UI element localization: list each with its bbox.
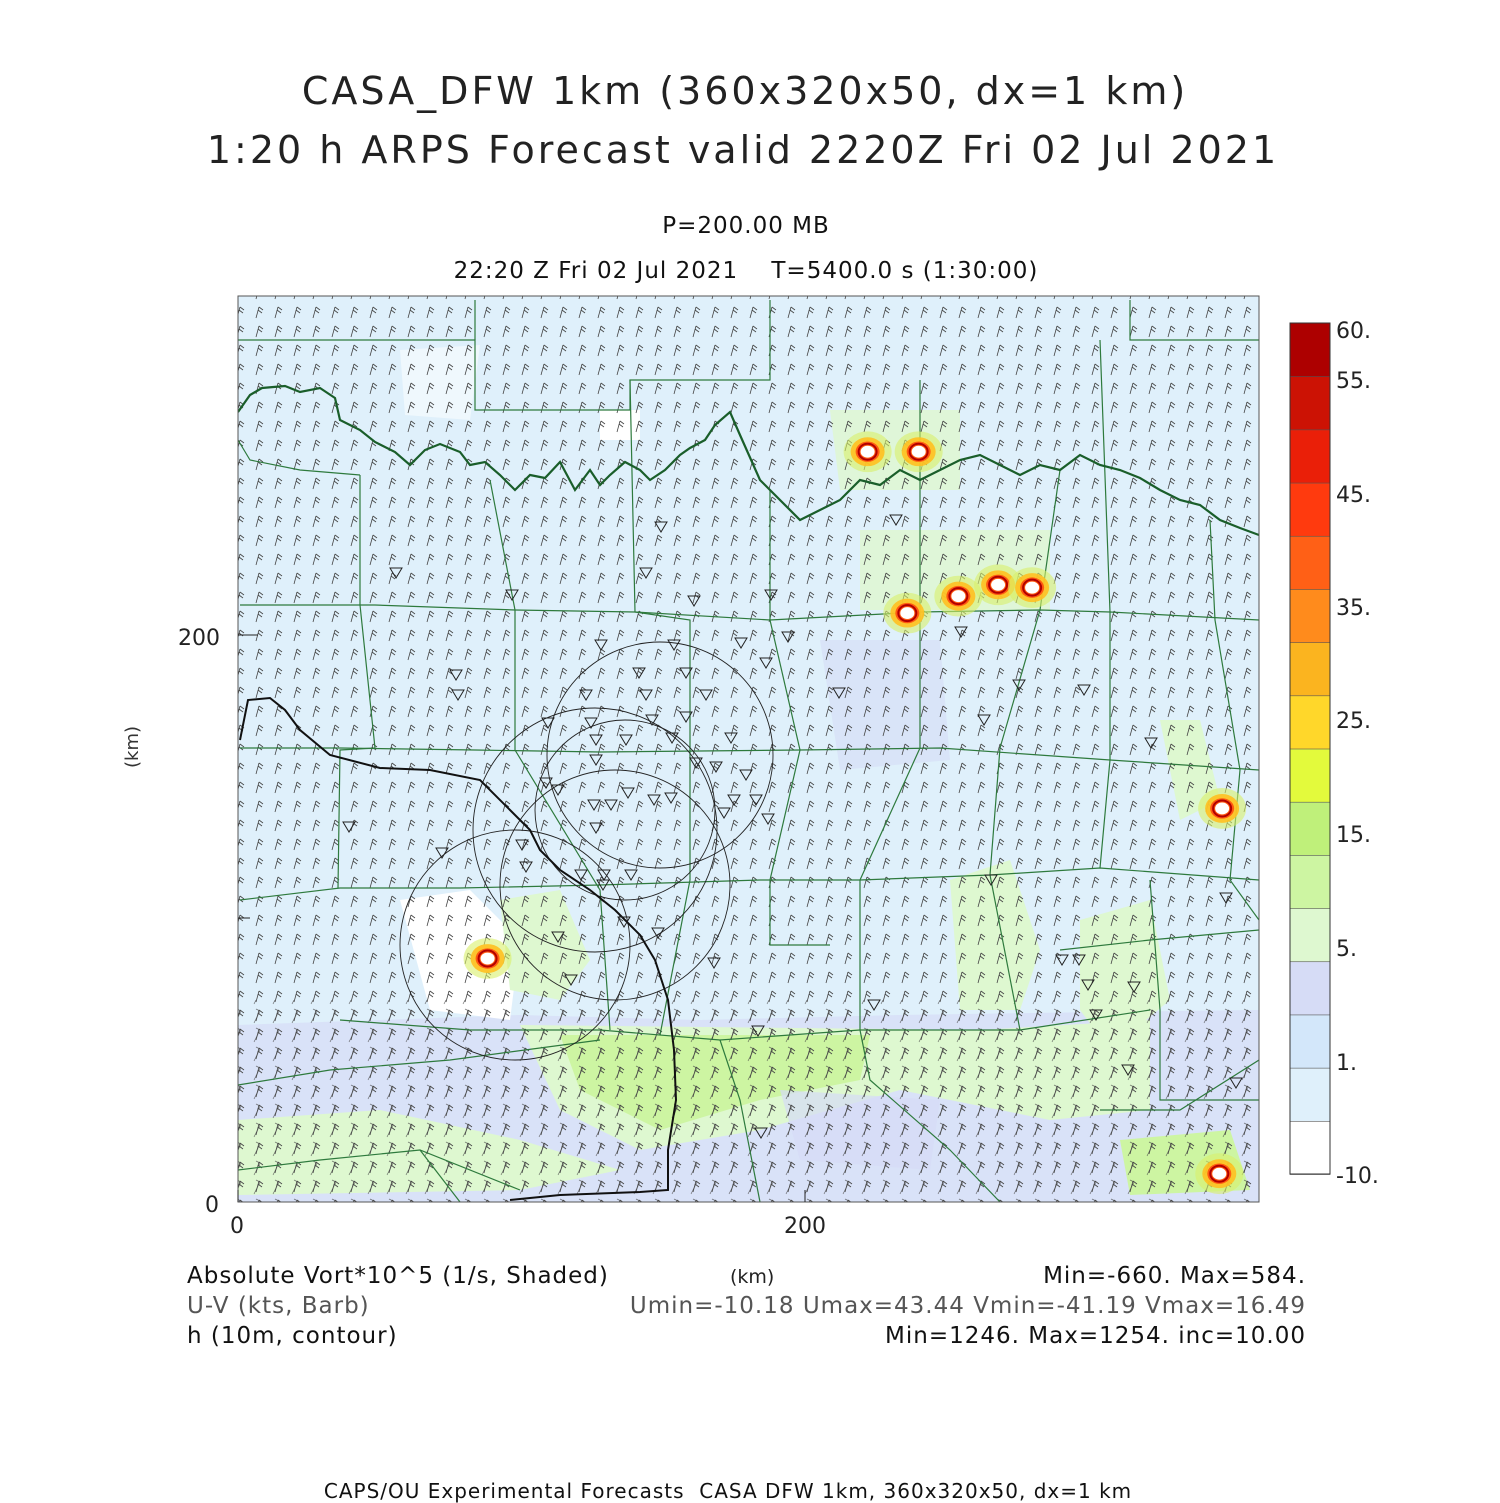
x-axis-label: (km) bbox=[730, 1266, 775, 1288]
field1-stats: Min=-660. Max=584. bbox=[1043, 1263, 1306, 1289]
colorbar-box bbox=[1290, 1121, 1330, 1175]
plot-area bbox=[238, 296, 1259, 1202]
y-tick-0: 0 bbox=[205, 1193, 219, 1218]
colorbar-box bbox=[1290, 429, 1330, 483]
cbar-label-minus10: -10. bbox=[1336, 1164, 1379, 1189]
vorticity-cell bbox=[464, 938, 512, 979]
colorbar-box bbox=[1290, 749, 1330, 803]
cbar-label-60: 60. bbox=[1336, 319, 1371, 344]
colorbar-box bbox=[1290, 536, 1330, 590]
y-axis-label: (km) bbox=[122, 725, 143, 768]
cbar-label-15: 15. bbox=[1336, 823, 1371, 848]
colorbar-box bbox=[1290, 1014, 1330, 1068]
cbar-label-35: 35. bbox=[1336, 596, 1371, 621]
footer-credit: CAPS/OU Experimental Forecasts CASA DFW 1km, 360x320x50, dx=1 km bbox=[323, 1479, 1133, 1503]
colorbar bbox=[1290, 319, 1379, 1189]
colorbar-box bbox=[1290, 855, 1330, 909]
vorticity-cell bbox=[883, 593, 931, 634]
colorbar-box bbox=[1290, 1068, 1330, 1122]
vorticity-cell bbox=[844, 431, 892, 472]
wind-barbs-lower bbox=[238, 1000, 1259, 1202]
colorbar-box bbox=[1290, 908, 1330, 962]
cbar-label-5: 5. bbox=[1336, 937, 1357, 962]
colorbar-box bbox=[1290, 323, 1330, 377]
cbar-label-25: 25. bbox=[1336, 709, 1371, 734]
vorticity-cell bbox=[1198, 788, 1246, 829]
field2-label: U-V (kts, Barb) bbox=[187, 1293, 370, 1319]
colorbar-box bbox=[1290, 802, 1330, 856]
x-tick-0: 0 bbox=[230, 1214, 244, 1239]
cbar-label-45: 45. bbox=[1336, 483, 1371, 508]
colorbar-box bbox=[1290, 483, 1330, 537]
x-tick-200: 200 bbox=[784, 1214, 826, 1239]
colorbar-box bbox=[1290, 961, 1330, 1015]
field1-label: Absolute Vort*10^5 (1/s, Shaded) bbox=[187, 1263, 609, 1289]
vorticity-cell bbox=[1195, 1153, 1243, 1194]
vorticity-cell bbox=[1008, 567, 1056, 608]
cbar-label-1: 1. bbox=[1336, 1051, 1357, 1076]
y-tick-200: 200 bbox=[178, 626, 220, 651]
pressure-level: P=200.00 MB bbox=[662, 213, 830, 239]
title-line-2: 1:20 h ARPS Forecast valid 2220Z Fri 02 Jul 2021 bbox=[206, 128, 1280, 172]
field3-stats: Min=1246. Max=1254. inc=10.00 bbox=[885, 1323, 1306, 1349]
title-line-1: CASA_DFW 1km (360x320x50, dx=1 km) bbox=[301, 69, 1189, 113]
colorbar-box bbox=[1290, 376, 1330, 430]
colorbar-box bbox=[1290, 642, 1330, 696]
valid-time: 22:20 Z Fri 02 Jul 2021 T=5400.0 s (1:30:00) bbox=[453, 258, 1039, 284]
cbar-label-55: 55. bbox=[1336, 369, 1371, 394]
vorticity-cell bbox=[895, 431, 943, 472]
colorbar-box bbox=[1290, 589, 1330, 643]
colorbar-box bbox=[1290, 695, 1330, 749]
field3-label: h (10m, contour) bbox=[187, 1323, 398, 1349]
field2-stats: Umin=-10.18 Umax=43.44 Vmin=-41.19 Vmax=16.49 bbox=[629, 1293, 1306, 1319]
